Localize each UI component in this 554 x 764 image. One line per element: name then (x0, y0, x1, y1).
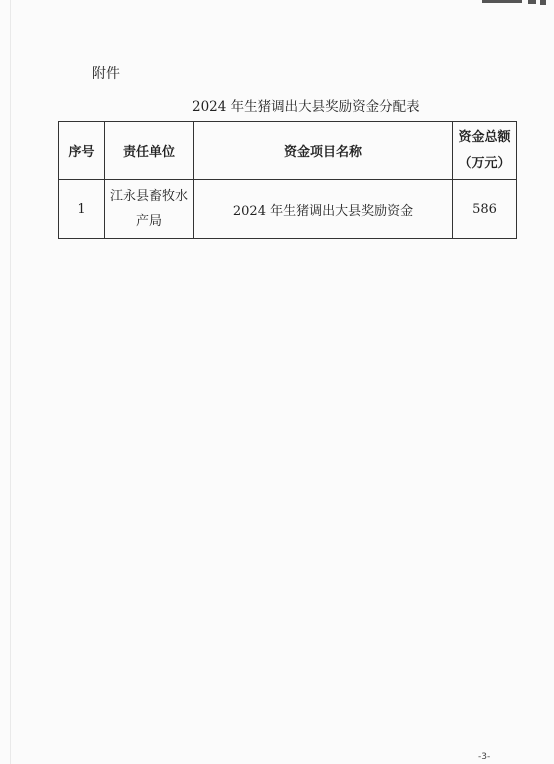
cell-amount: 586 (453, 180, 517, 239)
scan-edge-line (10, 0, 11, 764)
cell-project-name: 2024 年生猪调出大县奖励资金 (194, 180, 453, 239)
unit-line2: 产局 (135, 214, 162, 229)
header-total-amount (453, 122, 517, 180)
allocation-table (58, 121, 517, 239)
scan-artifact-mark (476, 0, 554, 6)
cell-serial-number: 1 (59, 180, 105, 239)
header-responsible-unit: 责任单位 (105, 122, 194, 180)
unit-line1: 江永县畜牧水 (109, 189, 188, 204)
table-row (59, 180, 517, 239)
cell-responsible-unit (105, 180, 194, 239)
attachment-label: 附件 (92, 66, 120, 82)
header-amount-unit: （万元） (458, 155, 511, 171)
document-title: 2024 年生猪调出大县奖励资金分配表 (192, 99, 420, 115)
header-project-name: 资金项目名称 (194, 122, 453, 180)
header-serial-number: 序号 (59, 122, 105, 180)
page-number: -3- (478, 752, 491, 762)
table-header-row (59, 122, 517, 180)
header-amount-line1: 资金总额 (458, 129, 511, 145)
